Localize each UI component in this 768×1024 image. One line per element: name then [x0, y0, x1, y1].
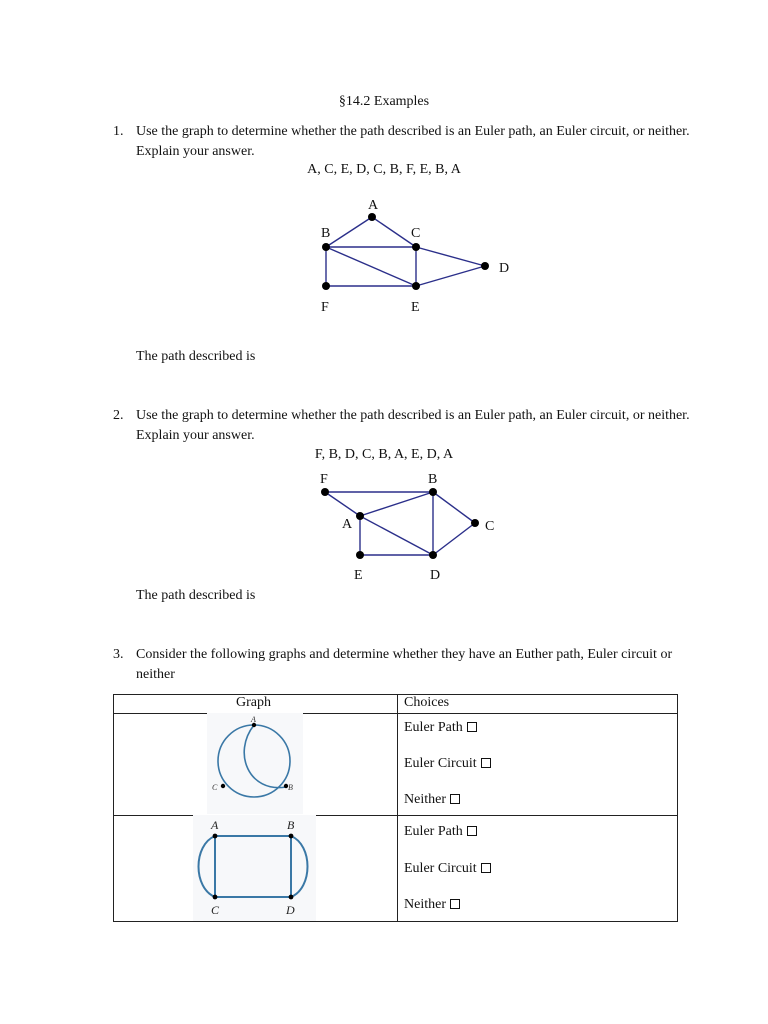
circle-graph [207, 713, 303, 814]
label-c: C [211, 903, 220, 917]
question-number: 2. [113, 408, 124, 423]
choice-euler-path[interactable] [404, 720, 477, 736]
question-text: Use the graph to determine whether the path described is an Euler path, an Euler circuit, or neither. Explain your answer. [136, 408, 690, 443]
edge-e-d [416, 266, 485, 286]
rectangle-graph [193, 815, 316, 921]
label-b: B [321, 226, 331, 241]
label-d: D [499, 261, 510, 276]
checkbox[interactable] [450, 794, 460, 804]
vertex-c [471, 519, 479, 527]
label-c: C [411, 226, 421, 241]
checkbox[interactable] [467, 722, 477, 732]
choice-label: Euler Path [404, 720, 463, 735]
graph-thumbnail-2 [193, 815, 316, 921]
vertex-f [321, 488, 329, 496]
choice-label: Euler Path [404, 824, 463, 839]
label-b: B [428, 472, 438, 487]
label-f: F [321, 300, 329, 315]
label-a: A [342, 517, 353, 532]
table-column-divider [397, 694, 398, 922]
label-c: C [485, 519, 495, 534]
vertex-b [322, 243, 330, 251]
vertex-d [289, 895, 294, 900]
outer-circle-edge [218, 725, 290, 797]
vertex-a [356, 512, 364, 520]
choice-label: Euler Circuit [404, 861, 477, 876]
label-e: E [411, 300, 420, 315]
vertex-d [429, 551, 437, 559]
checkbox[interactable] [450, 899, 460, 909]
choice-label: Neither [404, 792, 446, 807]
vertex-b [289, 834, 294, 839]
edge-a-c [372, 217, 416, 247]
rectangle-edges [215, 836, 291, 897]
graph-2 [300, 466, 510, 586]
label-a: A [211, 818, 219, 832]
checkbox[interactable] [481, 758, 491, 768]
vertex-e [412, 282, 420, 290]
edge-b-e [326, 247, 416, 286]
label-b: B [288, 783, 293, 792]
path-sequence: A, C, E, D, C, B, F, E, B, A [307, 162, 461, 177]
choice-label: Neither [404, 897, 446, 912]
vertex-a [368, 213, 376, 221]
question-number: 3. [113, 647, 124, 662]
edge-c-d [433, 523, 475, 555]
vertex-c [412, 243, 420, 251]
choice-neither[interactable] [404, 792, 460, 808]
vertex-d [481, 262, 489, 270]
vertex-b [429, 488, 437, 496]
graph-thumbnail-1 [207, 713, 303, 814]
choice-label: Euler Circuit [404, 756, 477, 771]
vertex-f [322, 282, 330, 290]
edge-a-d [360, 516, 433, 555]
label-b: B [287, 818, 295, 832]
question-text: Consider the following graphs and determine whether they have an Euther path, Euler circuit or neither [136, 647, 673, 682]
label-c: C [212, 783, 218, 792]
checkbox[interactable] [467, 826, 477, 836]
choice-euler-circuit[interactable] [404, 756, 491, 772]
edge-c-d [416, 247, 485, 266]
vertex-c [221, 784, 225, 788]
left-curve-edge [199, 836, 216, 897]
choice-euler-circuit[interactable] [404, 861, 491, 877]
page-title: §14.2 Examples [338, 94, 430, 109]
label-d: D [286, 903, 295, 917]
label-f: F [320, 472, 328, 487]
right-curve-edge [291, 836, 308, 897]
label-a: A [251, 715, 256, 724]
label-d: D [430, 568, 441, 583]
graph-1 [300, 190, 530, 320]
question-text: Use the graph to determine whether the path described is an Euler path, an Euler circuit, or neither. Explain your answer. [136, 124, 690, 159]
table-header-divider [113, 713, 678, 714]
edge-a-b [360, 492, 433, 516]
table-header-choices: Choices [404, 695, 450, 710]
checkbox[interactable] [481, 863, 491, 873]
table-header-graph: Graph [236, 695, 271, 710]
choice-neither[interactable] [404, 897, 460, 913]
question-number: 1. [113, 124, 124, 139]
answer-prompt: The path described is [136, 349, 256, 364]
edge-a-b [326, 217, 372, 247]
label-a: A [368, 198, 379, 213]
label-e: E [354, 568, 363, 583]
vertex-c [213, 895, 218, 900]
edge-b-c [433, 492, 475, 523]
inner-arc-edge [244, 725, 286, 788]
vertex-a [213, 834, 218, 839]
vertex-e [356, 551, 364, 559]
path-sequence: F, B, D, C, B, A, E, D, A [314, 447, 454, 462]
choice-euler-path[interactable] [404, 824, 477, 840]
answer-prompt: The path described is [136, 588, 256, 603]
edge-f-a [325, 492, 360, 516]
